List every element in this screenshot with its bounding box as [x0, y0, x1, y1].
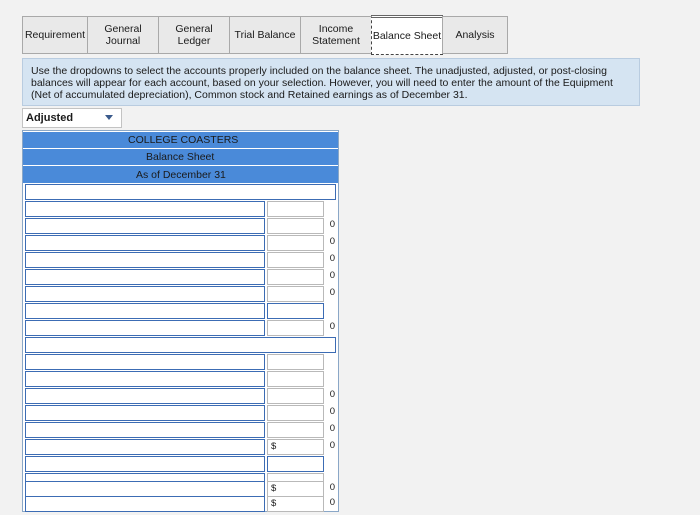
amount-cell — [267, 286, 324, 302]
tab-label: General Journal — [104, 23, 142, 47]
statement-date: As of December 31 — [23, 166, 338, 183]
tab-income-statement[interactable] — [300, 16, 372, 54]
account-select[interactable] — [25, 456, 265, 472]
tab-label: Requirement — [24, 29, 86, 41]
tab-label: Analysis — [455, 29, 495, 41]
amount-value: 0 — [329, 219, 335, 230]
tab-analysis[interactable] — [442, 16, 508, 54]
account-select[interactable] — [25, 269, 265, 285]
amount-cell — [267, 252, 324, 268]
tab-label: Balance Sheet — [372, 30, 442, 42]
account-select[interactable] — [25, 405, 265, 421]
amount-cell — [267, 320, 324, 336]
dollar-sign: $ — [271, 483, 277, 494]
account-select[interactable] — [25, 481, 265, 497]
statement-title: Balance Sheet — [23, 149, 338, 165]
tab-requirement[interactable] — [22, 16, 88, 54]
total-label-select[interactable] — [25, 496, 265, 512]
balance-type-dropdown[interactable] — [22, 108, 122, 128]
amount-value: 0 — [329, 482, 335, 493]
account-select[interactable] — [25, 439, 265, 455]
total-value: 0 — [329, 321, 335, 332]
account-select[interactable] — [25, 252, 265, 268]
amount-cell — [267, 354, 324, 370]
amount-cell — [267, 481, 324, 497]
chevron-down-icon — [105, 115, 113, 120]
balance-sheet-table — [22, 130, 339, 512]
amount-input[interactable] — [267, 303, 324, 319]
amount-cell — [267, 201, 324, 217]
amount-value: 0 — [329, 253, 335, 264]
account-select[interactable] — [25, 388, 265, 404]
amount-cell — [267, 388, 324, 404]
amount-value: 0 — [329, 287, 335, 298]
amount-value: 0 — [329, 236, 335, 247]
amount-cell — [267, 218, 324, 234]
account-select[interactable] — [25, 371, 265, 387]
tab-label: General Ledger — [175, 23, 213, 47]
dollar-sign: $ — [271, 498, 277, 509]
tab-trial-balance[interactable] — [229, 16, 301, 54]
section-heading-input[interactable] — [25, 337, 336, 353]
amount-cell — [267, 496, 324, 512]
tab-general-journal[interactable] — [87, 16, 159, 54]
account-select[interactable] — [25, 286, 265, 302]
tab-bar — [22, 16, 507, 56]
dollar-sign: $ — [271, 441, 277, 452]
amount-value: 0 — [329, 406, 335, 417]
instructions-text: Use the dropdowns to select the accounts properly included on the balance sheet. The unadjusted, adjusted, or post-closing balances will appear for each account, based on your selection. However, you will need to enter the amount of the Equipment (Net of accumulated depreciation), Common stock and Retained earnings as of December 31. — [22, 58, 640, 106]
account-select[interactable] — [25, 235, 265, 251]
account-select[interactable] — [25, 201, 265, 217]
company-name: COLLEGE COASTERS — [23, 132, 338, 148]
amount-input[interactable] — [267, 456, 324, 472]
amount-value: 0 — [329, 440, 335, 451]
total-value: 0 — [329, 497, 335, 508]
tab-general-ledger[interactable] — [158, 16, 230, 54]
amount-cell — [267, 269, 324, 285]
account-select[interactable] — [25, 354, 265, 370]
account-select[interactable] — [25, 422, 265, 438]
amount-value: 0 — [329, 423, 335, 434]
amount-value: 0 — [329, 389, 335, 400]
amount-cell — [267, 405, 324, 421]
section-heading-input[interactable] — [25, 184, 336, 200]
amount-value: 0 — [329, 270, 335, 281]
tab-label: Income Statement — [312, 23, 360, 47]
amount-cell — [267, 371, 324, 387]
amount-cell — [267, 439, 324, 455]
amount-cell — [267, 422, 324, 438]
total-label-select[interactable] — [25, 320, 265, 336]
tab-balance-sheet[interactable] — [371, 15, 443, 55]
account-select[interactable] — [25, 303, 265, 319]
tab-label: Trial Balance — [234, 29, 296, 41]
amount-cell — [267, 235, 324, 251]
account-select[interactable] — [25, 218, 265, 234]
balance-type-value: Adjusted — [26, 112, 74, 124]
